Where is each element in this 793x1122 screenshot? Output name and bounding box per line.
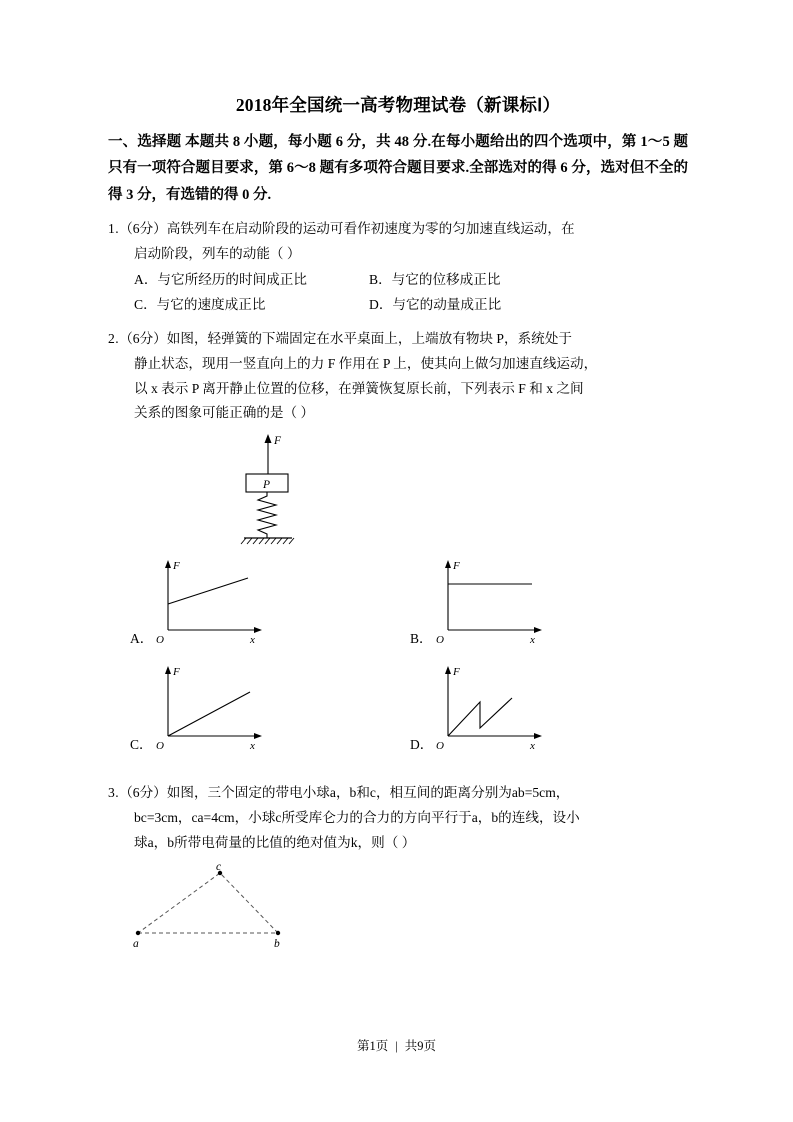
question-3-number: 3. [108,785,120,801]
question-1-options-row-1 [108,267,688,293]
question-1-option-d: D．与它的动量成正比 [369,297,502,313]
vertex-label-c: c [216,861,222,874]
question-3-score: （6分） [119,785,167,801]
force-label-f: F [274,435,282,448]
footer-page-number: 第1页 [356,1039,389,1053]
question-1-score: （6分） [119,221,167,237]
question-1-text [108,217,688,242]
question-1 [108,217,688,318]
footer-total-pages: 共9页 [404,1039,437,1053]
question-1-option-c: C．与它的速度成正比 [134,297,266,313]
question-2 [108,327,688,772]
svg-text:F: F [173,666,180,679]
svg-text:x: x [530,634,535,647]
question-2-number: 2. [108,331,120,347]
svg-text:x: x [530,740,535,753]
question-3-text [108,781,688,806]
question-2-line2: 静止状态，现用一竖直向上的力 F 作用在 P 上，使其向上做匀加速直线运动， [134,355,598,371]
svg-text:O: O [436,740,444,753]
question-3 [108,781,688,951]
question-2-line3: 以 x 表示 P 离开静止位置的位移，在弹簧恢复原长前，下列表示 F 和 x 之间 [134,380,584,396]
question-3-figure [108,861,688,951]
svg-text:A．: A． [130,631,154,647]
block-label-p: P [263,479,271,492]
footer-separator: | [395,1039,398,1053]
question-1-options-row-2 [108,292,688,318]
question-2-text [108,327,688,352]
question-2-line1: 如图，轻弹簧的下端固定在水平桌面上，上端放有物块 P，系统处于 [166,331,572,347]
vertex-label-b: b [274,938,280,951]
svg-text:F: F [453,666,460,679]
question-2-line4: 关系的图象可能正确的是（ ） [134,405,315,421]
question-1-line1: 高铁列车在启动阶段的运动可看作初速度为零的匀加速直线运动，在 [166,221,575,237]
vertex-label-a: a [133,938,139,951]
svg-text:F: F [453,560,460,573]
page-footer [0,1036,793,1054]
question-2-figure [108,432,688,772]
graph-option-d [410,666,542,752]
question-1-number: 1. [108,221,120,237]
svg-text:O: O [156,634,164,647]
document-content [108,92,688,951]
page-title: 2018年全国统一高考物理试卷（新课标Ⅰ） [235,95,561,115]
svg-text:O: O [436,634,444,647]
section-heading: 一、选择题 本题共 8 小题，每小题 6 分，共 48 分.在每小题给出的四个选项中，第 1～5 题只有一项符合题目要求，第 6～8 题有多项符合题目要求.全部选对的得 6 分，选对但不全的得 3 分，有选错的得 0 分. [108,134,688,203]
svg-text:F: F [173,560,180,573]
question-1-option-b: B．与它的位移成正比 [369,271,501,287]
svg-text:D．: D． [410,737,434,753]
question-3-line3: 球a，b所带电荷量的比值的绝对值为k，则（ ） [134,834,416,850]
triangle-charges-diagram [108,861,688,951]
question-1-option-a: A．与它所经历的时间成正比 [134,271,307,287]
graph-option-c [130,666,262,752]
question-1-line2: 启动阶段，列车的动能（ ） [134,245,301,261]
spring-block-diagram [108,432,688,552]
graph-option-b [410,560,542,646]
svg-text:O: O [156,740,164,753]
svg-text:x: x [250,740,255,753]
question-2-graph-options [108,552,688,772]
question-3-line1: 如图，三个固定的带电小球a，b和c，相互间的距离分别为ab=5cm， [166,785,570,801]
svg-text:x: x [250,634,255,647]
question-2-score: （6分） [119,331,167,347]
svg-text:C．: C． [130,737,153,753]
question-3-line2: bc=3cm，ca=4cm，小球c所受库仑力的合力的方向平行于a，b的连线，设小 [134,809,580,825]
svg-text:B．: B． [410,631,433,647]
graph-option-a [130,560,262,646]
